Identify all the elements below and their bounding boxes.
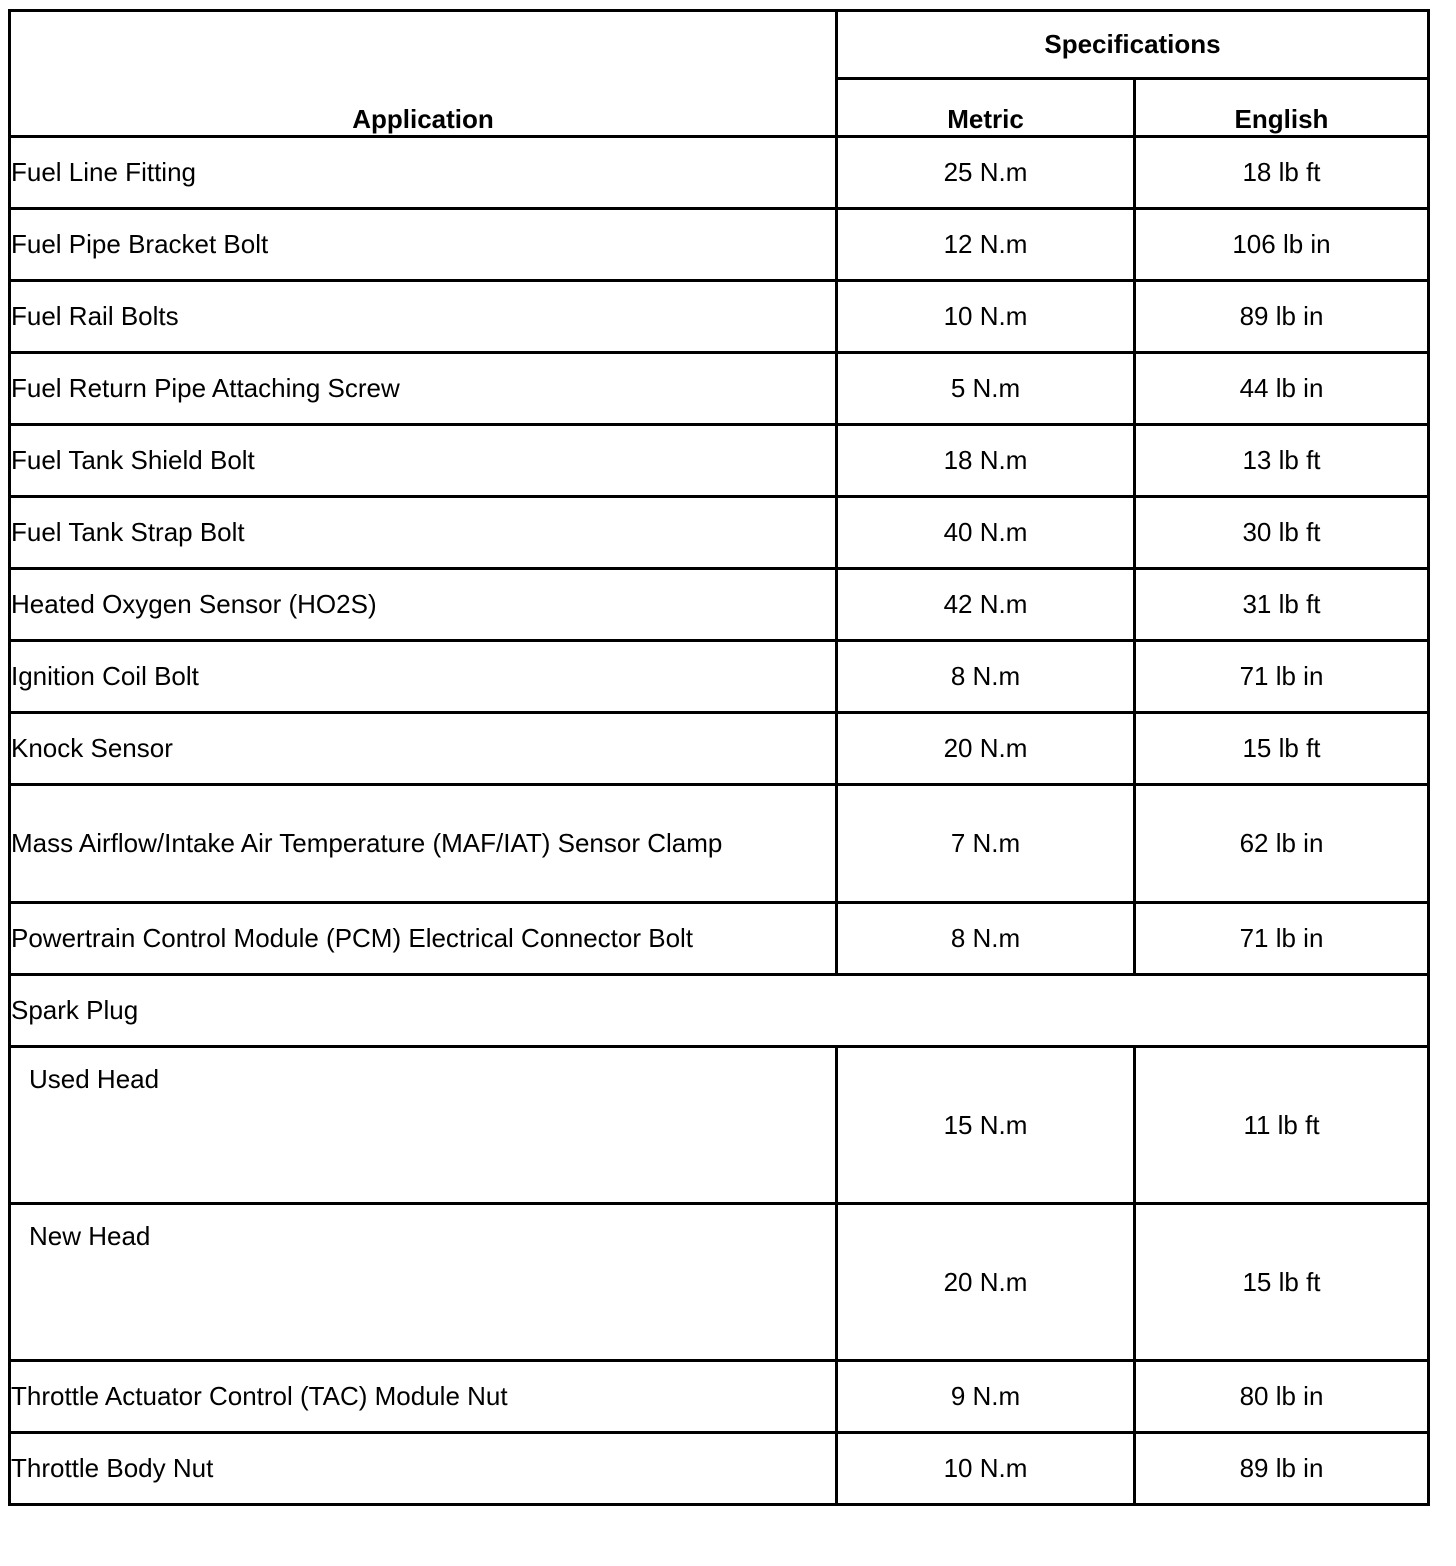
table-row [10, 903, 1429, 975]
application-cell: New Head [10, 1204, 837, 1361]
application-cell: Fuel Pipe Bracket Bolt [10, 209, 837, 281]
table-row [10, 1361, 1429, 1433]
application-cell: Fuel Tank Shield Bolt [10, 425, 837, 497]
english-cell: 18 lb ft [1135, 137, 1429, 209]
metric-cell: 9 N.m [837, 1361, 1135, 1433]
application-cell: Knock Sensor [10, 713, 837, 785]
specifications-header: Specifications [837, 11, 1429, 79]
metric-cell: 7 N.m [837, 785, 1135, 903]
table-row [10, 209, 1429, 281]
application-cell: Fuel Tank Strap Bolt [10, 497, 837, 569]
spark-plug-group-row [10, 975, 1429, 1047]
table-row [10, 713, 1429, 785]
metric-cell: 15 N.m [837, 1047, 1135, 1204]
application-cell: Used Head [10, 1047, 837, 1204]
application-cell: Ignition Coil Bolt [10, 641, 837, 713]
spark-plug-label: Spark Plug [10, 975, 1429, 1047]
table-row [10, 137, 1429, 209]
application-cell: Heated Oxygen Sensor (HO2S) [10, 569, 837, 641]
table-row [10, 1433, 1429, 1505]
table-row [10, 569, 1429, 641]
table-row [10, 497, 1429, 569]
table-row [10, 1047, 1429, 1204]
application-cell: Throttle Body Nut [10, 1433, 837, 1505]
english-cell: 31 lb ft [1135, 569, 1429, 641]
english-cell: 80 lb in [1135, 1361, 1429, 1433]
metric-cell: 42 N.m [837, 569, 1135, 641]
english-cell: 15 lb ft [1135, 713, 1429, 785]
metric-cell: 12 N.m [837, 209, 1135, 281]
table-row [10, 1204, 1429, 1361]
metric-cell: 5 N.m [837, 353, 1135, 425]
metric-cell: 40 N.m [837, 497, 1135, 569]
metric-cell: 20 N.m [837, 1204, 1135, 1361]
english-cell: 15 lb ft [1135, 1204, 1429, 1361]
table-row [10, 281, 1429, 353]
english-cell: 13 lb ft [1135, 425, 1429, 497]
metric-cell: 18 N.m [837, 425, 1135, 497]
metric-cell: 10 N.m [837, 281, 1135, 353]
english-cell: 44 lb in [1135, 353, 1429, 425]
english-cell: 30 lb ft [1135, 497, 1429, 569]
metric-cell: 25 N.m [837, 137, 1135, 209]
english-cell: 89 lb in [1135, 1433, 1429, 1505]
english-header: English [1135, 79, 1429, 137]
english-cell: 62 lb in [1135, 785, 1429, 903]
metric-cell: 8 N.m [837, 903, 1135, 975]
application-cell: Fuel Rail Bolts [10, 281, 837, 353]
metric-header: Metric [837, 79, 1135, 137]
table-row [10, 785, 1429, 903]
metric-cell: 10 N.m [837, 1433, 1135, 1505]
english-cell: 89 lb in [1135, 281, 1429, 353]
application-cell: Fuel Line Fitting [10, 137, 837, 209]
english-cell: 11 lb ft [1135, 1047, 1429, 1204]
torque-spec-table [8, 9, 1430, 1506]
application-header: Application [10, 11, 837, 137]
table-row [10, 425, 1429, 497]
application-cell: Throttle Actuator Control (TAC) Module Nut [10, 1361, 837, 1433]
application-cell: Powertrain Control Module (PCM) Electrical Connector Bolt [10, 903, 837, 975]
table-row [10, 353, 1429, 425]
metric-cell: 20 N.m [837, 713, 1135, 785]
table-row [10, 641, 1429, 713]
application-cell: Fuel Return Pipe Attaching Screw [10, 353, 837, 425]
metric-cell: 8 N.m [837, 641, 1135, 713]
english-cell: 71 lb in [1135, 903, 1429, 975]
english-cell: 71 lb in [1135, 641, 1429, 713]
english-cell: 106 lb in [1135, 209, 1429, 281]
application-cell: Mass Airflow/Intake Air Temperature (MAF/IAT) Sensor Clamp [10, 785, 837, 903]
